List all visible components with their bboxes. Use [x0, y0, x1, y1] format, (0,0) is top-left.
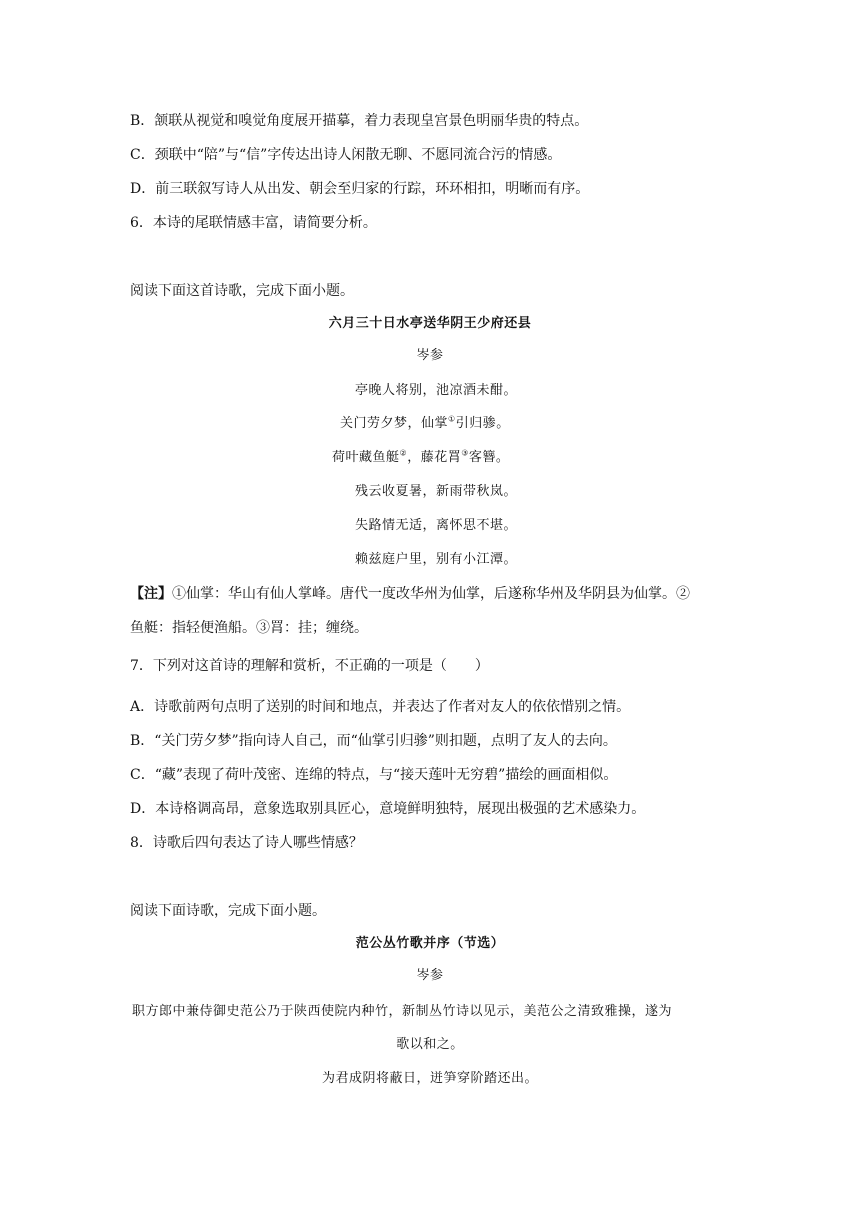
- question-6: 6．本诗的尾联情感丰富，请简要分析。: [130, 215, 377, 231]
- poem-line: [355, 516, 517, 536]
- reading-intro: 阅读下面诗歌，完成下面小题。: [130, 903, 326, 919]
- reading-intro: 阅读下面这首诗歌，完成下面小题。: [130, 283, 354, 299]
- poem-line-text: 荷叶藏鱼艇: [332, 450, 400, 465]
- poem-author: 岑参: [416, 348, 444, 363]
- annotation-tag: 【注】: [130, 586, 172, 602]
- footnote-marker: ③: [461, 448, 469, 458]
- poem-line: [332, 448, 509, 468]
- option-b: B．“关门劳夕梦”指向诗人自己，而“仙掌引归骖”则扣题，点明了友人的去向。: [130, 733, 617, 749]
- option-b: B．颔联从视觉和嗅觉角度展开描摹，着力表现皇宫景色明丽华贵的特点。: [130, 113, 589, 129]
- poem-line: [340, 414, 510, 434]
- annotation-continued: 鱼艇：指轻便渔船。③罥：挂；缠绕。: [130, 620, 368, 636]
- poem-line-text: ，藤花罥: [407, 450, 462, 465]
- poem-preface: 职方郎中兼侍御史范公乃于陕西使院内种竹，新制丛竹诗以见示，美范公之清致雅操，遂为: [132, 1004, 673, 1019]
- footnote-marker: ②: [399, 448, 408, 458]
- poem-line-text: 客簪。: [468, 450, 510, 465]
- option-d: D．本诗格调高昂，意象选取别具匠心，意境鲜明独特，展现出极强的艺术感染力。: [130, 801, 646, 817]
- poem-preface-continued: 歌以和之。: [396, 1037, 464, 1052]
- poem-line-text: 失路情无适，离怀思不堪。: [355, 518, 518, 533]
- poem-line-text: 赖兹庭户里，别有小江潭。: [355, 552, 518, 567]
- poem-author: 岑参: [416, 968, 444, 983]
- option-c: C．“藏”表现了荷叶茂密、连绵的特点，与“接天莲叶无穷碧”描绘的画面相似。: [130, 767, 618, 783]
- poem-line-text: 残云收夏暑，新雨带秋岚。: [355, 484, 518, 499]
- question-7: 7．下列对这首诗的理解和赏析，不正确的一项是（ ）: [130, 658, 489, 674]
- option-c: C．颈联中“陪”与“信”字传达出诗人闲散无聊、不愿同流合污的情感。: [130, 147, 562, 163]
- annotation-text: ①仙掌：华山有仙人掌峰。唐代一度改华州为仙掌，后遂称华州及华阴县为仙掌。②: [172, 586, 690, 602]
- poem-title: 六月三十日水亭送华阴王少府还县: [328, 316, 532, 331]
- poem-line: 为君成阴将蔽日，迸笋穿阶踏还出。: [321, 1071, 538, 1086]
- poem-title: 范公丛竹歌并序（节选）: [355, 936, 505, 951]
- poem-line: [355, 482, 517, 502]
- footnote-marker: ①: [448, 414, 456, 424]
- poem-line-text: 亭晚人将别，池凉酒未酣。: [355, 383, 518, 398]
- poem-line: [355, 381, 517, 401]
- poem-line-text: 引归骖。: [455, 416, 510, 431]
- option-a: A．诗歌前两句点明了送别的时间和地点，并表达了作者对友人的依依惜别之情。: [130, 699, 631, 715]
- option-d: D．前三联叙写诗人从出发、朝会至归家的行踪，环环相扣，明晰而有序。: [130, 181, 590, 197]
- poem-line-text: 关门劳夕梦，仙掌: [340, 416, 449, 431]
- annotation: [130, 584, 690, 604]
- question-8: 8．诗歌后四句表达了诗人哪些情感？: [130, 835, 363, 851]
- poem-line: [355, 550, 517, 570]
